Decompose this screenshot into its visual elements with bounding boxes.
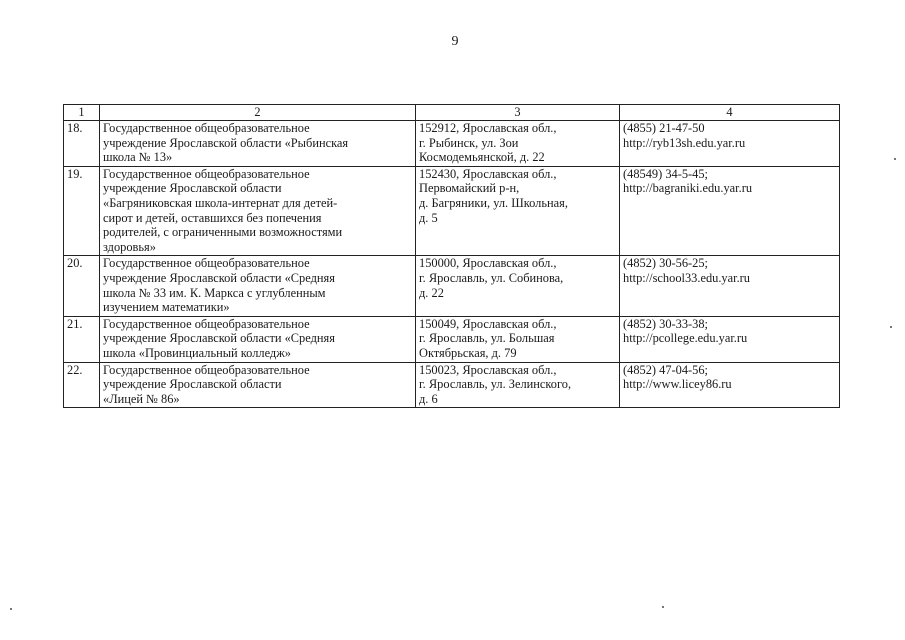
cell-text-line: изучением математики» xyxy=(103,300,230,315)
scan-speck xyxy=(662,606,664,608)
table-row xyxy=(64,256,840,316)
cell-text-line: Государственное общеобразовательное xyxy=(103,121,310,135)
cell-text-line: (4852) 30-56-25; xyxy=(623,256,708,271)
row-number-cell: 22. xyxy=(64,362,100,408)
cell-text-line: д. Багряники, ул. Школьная, xyxy=(419,195,568,210)
cell-text-line[interactable]: http://ryb13sh.edu.yar.ru xyxy=(623,135,746,150)
cell-text-line: школа № 13» xyxy=(103,150,173,165)
column-header: 3 xyxy=(416,105,620,121)
row-number-cell: 21. xyxy=(64,316,100,362)
cell-text-line: «Лицей № 86» xyxy=(103,391,180,406)
table-row xyxy=(64,166,840,256)
contacts-cell xyxy=(620,121,840,167)
cell-text-line: Государственное общеобразовательное xyxy=(103,316,310,331)
cell-text-line: школа «Провинциальный колледж» xyxy=(103,345,291,360)
cell-text-line[interactable]: http://pcollege.edu.yar.ru xyxy=(623,331,748,346)
row-number-cell: 19. xyxy=(64,166,100,256)
cell-text-line[interactable]: http://bagraniki.edu.yar.ru xyxy=(623,181,753,196)
cell-text-line: школа № 33 им. К. Маркса с углубленным xyxy=(103,285,326,300)
cell-text-line[interactable]: http://school33.edu.yar.ru xyxy=(623,270,750,285)
cell-text-line: «Багряниковская школа-интернат для детей- xyxy=(103,195,338,210)
cell-text-line: Октябрьская, д. 79 xyxy=(419,345,517,360)
cell-text-line: г. Ярославль, ул. Большая xyxy=(419,331,555,346)
cell-text-line: 150023, Ярославская обл., xyxy=(419,362,557,377)
cell-text-line: 152912, Ярославская обл., xyxy=(419,121,557,135)
institutions-table xyxy=(63,104,840,408)
cell-text-line: Первомайский р-н, xyxy=(419,181,520,196)
cell-text-line: учреждение Ярославской области xyxy=(103,181,282,196)
contacts-cell xyxy=(620,362,840,408)
institution-name-cell xyxy=(100,362,416,408)
scan-speck xyxy=(894,158,896,160)
table-row xyxy=(64,362,840,408)
contacts-cell xyxy=(620,316,840,362)
cell-text-line: (4852) 30-33-38; xyxy=(623,316,708,331)
cell-text-line: д. 22 xyxy=(419,285,444,300)
cell-text-line: (4855) 21-47-50 xyxy=(623,121,705,135)
institution-name-cell xyxy=(100,256,416,316)
cell-text-line: г. Ярославль, ул. Собинова, xyxy=(419,270,564,285)
cell-text-line: Государственное общеобразовательное xyxy=(103,256,310,271)
page-number: 9 xyxy=(451,34,459,49)
cell-text-line: здоровья» xyxy=(103,239,156,254)
cell-text-line: Государственное общеобразовательное xyxy=(103,362,310,377)
cell-text-line: д. 6 xyxy=(419,391,438,406)
institution-name-cell xyxy=(100,166,416,256)
cell-text-line: Государственное общеобразовательное xyxy=(103,166,310,181)
cell-text-line: учреждение Ярославской области xyxy=(103,377,282,392)
cell-text-line[interactable]: http://www.licey86.ru xyxy=(623,377,732,392)
cell-text-line: 152430, Ярославская обл., xyxy=(419,166,557,181)
cell-text-line: (4852) 47-04-56; xyxy=(623,362,708,377)
address-cell xyxy=(416,316,620,362)
row-number-cell: 18. xyxy=(64,121,100,167)
address-cell xyxy=(416,256,620,316)
cell-text-line: г. Рыбинск, ул. Зои xyxy=(419,135,519,150)
column-header: 1 xyxy=(64,105,100,121)
table-row xyxy=(64,316,840,362)
cell-text-line: сирот и детей, оставшихся без попечения xyxy=(103,210,322,225)
cell-text-line: учреждение Ярославской области «Средняя xyxy=(103,270,335,285)
cell-text-line: д. 5 xyxy=(419,210,438,225)
column-header: 2 xyxy=(100,105,416,121)
cell-text-line: (48549) 34-5-45; xyxy=(623,166,708,181)
address-cell xyxy=(416,362,620,408)
cell-text-line: 150000, Ярославская обл., xyxy=(419,256,557,271)
table-header-row xyxy=(64,105,840,121)
cell-text-line: учреждение Ярославской области «Средняя xyxy=(103,331,335,346)
address-cell xyxy=(416,121,620,167)
cell-text-line: родителей, с ограниченными возможностями xyxy=(103,225,343,240)
column-header: 4 xyxy=(620,105,840,121)
cell-text-line: 150049, Ярославская обл., xyxy=(419,316,557,331)
table-row xyxy=(64,121,840,167)
table-body xyxy=(64,121,840,408)
contacts-cell xyxy=(620,256,840,316)
cell-text-line: учреждение Ярославской области «Рыбинская xyxy=(103,135,349,150)
institution-name-cell xyxy=(100,316,416,362)
institution-name-cell xyxy=(100,121,416,167)
contacts-cell xyxy=(620,166,840,256)
cell-text-line: Космодемьянской, д. 22 xyxy=(419,150,545,165)
address-cell xyxy=(416,166,620,256)
scan-speck xyxy=(10,608,12,610)
scan-speck xyxy=(890,326,892,328)
cell-text-line: г. Ярославль, ул. Зелинского, xyxy=(419,377,572,392)
row-number-cell: 20. xyxy=(64,256,100,316)
